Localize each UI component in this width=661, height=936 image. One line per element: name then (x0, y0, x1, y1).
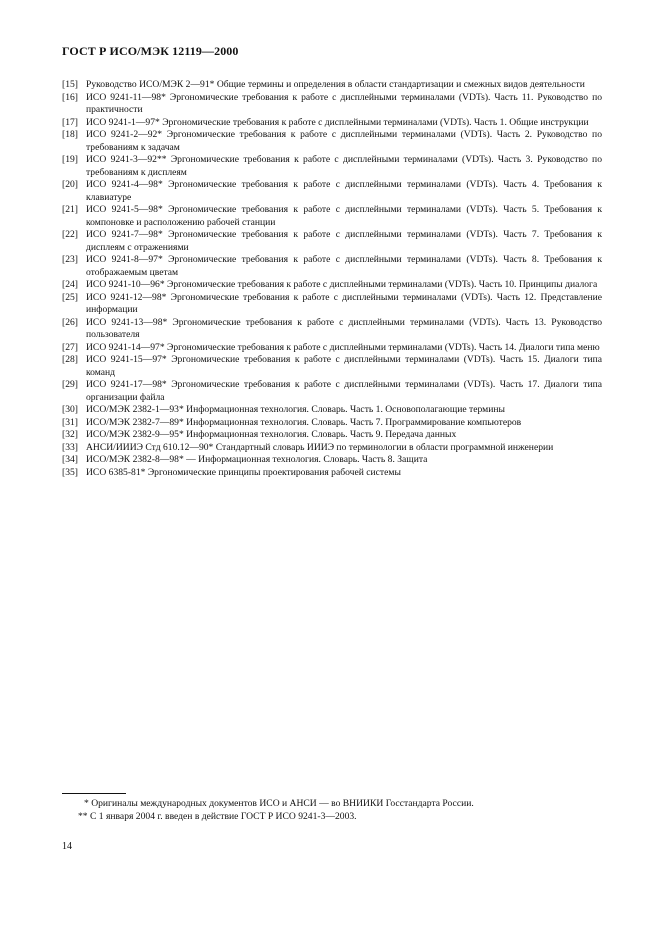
reference-text: ИСО/МЭК 2382-9—95* Информационная технология. Словарь. Часть 9. Передача данных (86, 429, 457, 440)
list-item (62, 467, 602, 480)
list-item (62, 279, 602, 292)
list-item (62, 342, 602, 355)
reference-number: [35] (62, 466, 78, 478)
reference-number: [24] (62, 279, 78, 290)
reference-number: [32] (62, 429, 78, 440)
footnote-divider (62, 793, 126, 794)
reference-number: [30] (62, 404, 78, 415)
reference-number: [21] (62, 204, 78, 215)
footnote-double-asterisk: ** С 1 января 2004 г. введен в действие ГОСТ Р ИСО 9241-3—2003. (78, 810, 357, 822)
list-item (62, 154, 602, 179)
reference-number: [22] (62, 229, 78, 240)
reference-text: ИСО 9241-1—97* Эргономические требования к работе с дисплейными терминалами (VDTs). Часть 1. Общие инструкции (86, 116, 589, 128)
reference-number: [31] (62, 416, 78, 428)
reference-text: ИСО 9241-7—98* Эргономические требования к работе с дисплейными терминалами (VDTs). Часть 7. Требования к дисплеям с отражениями (86, 229, 602, 253)
list-item (62, 454, 602, 467)
reference-number: [16] (62, 91, 78, 103)
reference-number: [28] (62, 354, 78, 365)
list-item (62, 79, 602, 92)
page-header-title: ГОСТ Р ИСО/МЭК 12119—2000 (62, 44, 239, 58)
list-item (62, 254, 602, 279)
reference-text: ИСО/МЭК 2382-8—98* — Информационная технология. Словарь. Часть 8. Защита (86, 454, 428, 465)
reference-number: [34] (62, 454, 78, 465)
reference-number: [23] (62, 254, 78, 265)
reference-text: ИСО 9241-14—97* Эргономические требования к работе с дисплейными терминалами (VDTs). Часть 14. Диалоги типа меню (86, 341, 600, 353)
list-item (62, 179, 602, 204)
list-item (62, 429, 602, 442)
list-item (62, 354, 602, 379)
reference-text: ИСО 9241-17—98* Эргономические требования к работе с дисплейными терминалами (VDTs). Часть 17. Диалоги типа организации файла (86, 379, 602, 403)
reference-text: ИСО/МЭК 2382-1—93* Информационная технология. Словарь. Часть 1. Основополагающие термины (86, 404, 505, 415)
list-item (62, 442, 602, 455)
reference-number: [15] (62, 79, 78, 90)
list-item (62, 129, 602, 154)
reference-number: [33] (62, 441, 78, 453)
reference-text: ИСО 6385-81* Эргономические принципы проектирования рабочей системы (86, 466, 401, 478)
reference-text: АНСИ/ИИИЭ Стд 610.12—90* Стандартный словарь ИИИЭ по терминологии в области программной инженерии (86, 441, 554, 453)
reference-number: [20] (62, 179, 78, 190)
reference-text: ИСО 9241-4—98* Эргономические требования к работе с дисплейными терминалами (VDTs). Часть 4. Требования к клавиатуре (86, 179, 602, 203)
reference-number: [19] (62, 154, 78, 165)
reference-number: [17] (62, 116, 78, 128)
reference-text: ИСО 9241-10—96* Эргономические требования к работе с дисплейными терминалами (VDTs). Часть 10. Принципы диалога (86, 279, 598, 290)
reference-number: [29] (62, 379, 78, 390)
reference-text: ИСО 9241-2—92* Эргономические требования к работе с дисплейными терминалами (VDTs). Часть 2. Руководство по требованиям к задачам (86, 129, 602, 153)
reference-text: ИСО 9241-3—92** Эргономические требования к работе с дисплейными терминалами (VDTs). Часть 3. Руководство по требованиям к дисплеям (86, 154, 602, 178)
reference-text: ИСО 9241-8—97* Эргономические требования к работе с дисплейными терминалами (VDTs). Часть 8. Требования к отображаемым цветам (86, 254, 602, 278)
footnotes (78, 798, 604, 823)
reference-text: Руководство ИСО/МЭК 2—91* Общие термины и определения в области стандартизации и смежных видов деятельности (86, 79, 585, 90)
reference-list (62, 79, 602, 479)
list-item (62, 417, 602, 430)
list-item (62, 229, 602, 254)
reference-number: [18] (62, 129, 78, 140)
list-item (62, 204, 602, 229)
reference-text: ИСО 9241-12—98* Эргономические требования к работе с дисплейными терминалами (VDTs). Часть 12. Представление информации (86, 291, 602, 315)
list-item (62, 117, 602, 130)
reference-number: [25] (62, 291, 78, 303)
reference-text: ИСО 9241-11—98* Эргономические требования к работе с дисплейными терминалами (VDTs). Часть 11. Руководство по практичности (86, 91, 602, 115)
page-number: 14 (62, 841, 72, 852)
list-item (62, 317, 602, 342)
list-item (62, 92, 602, 117)
reference-number: [27] (62, 341, 78, 353)
list-item (62, 379, 602, 404)
reference-text: ИСО 9241-13—98* Эргономические требования к работе с дисплейными терминалами (VDTs). Часть 13. Руководство пользователя (86, 316, 602, 340)
list-item (62, 292, 602, 317)
footnote-single-asterisk: * Оригиналы международных документов ИСО и АНСИ — во ВНИИКИ Госстандарта России. (84, 798, 474, 809)
reference-text: ИСО 9241-5—98* Эргономические требования к работе с дисплейными терминалами (VDTs). Часть 5. Требования к компоновке и расположению рабочей станции (86, 204, 602, 228)
list-item (62, 404, 602, 417)
reference-number: [26] (62, 316, 78, 328)
reference-text: ИСО/МЭК 2382-7—89* Информационная технология. Словарь. Часть 7. Программирование компьютеров (86, 416, 522, 428)
reference-text: ИСО 9241-15—97* Эргономические требования к работе с дисплейными терминалами (VDTs). Часть 15. Диалоги типа команд (86, 354, 602, 378)
